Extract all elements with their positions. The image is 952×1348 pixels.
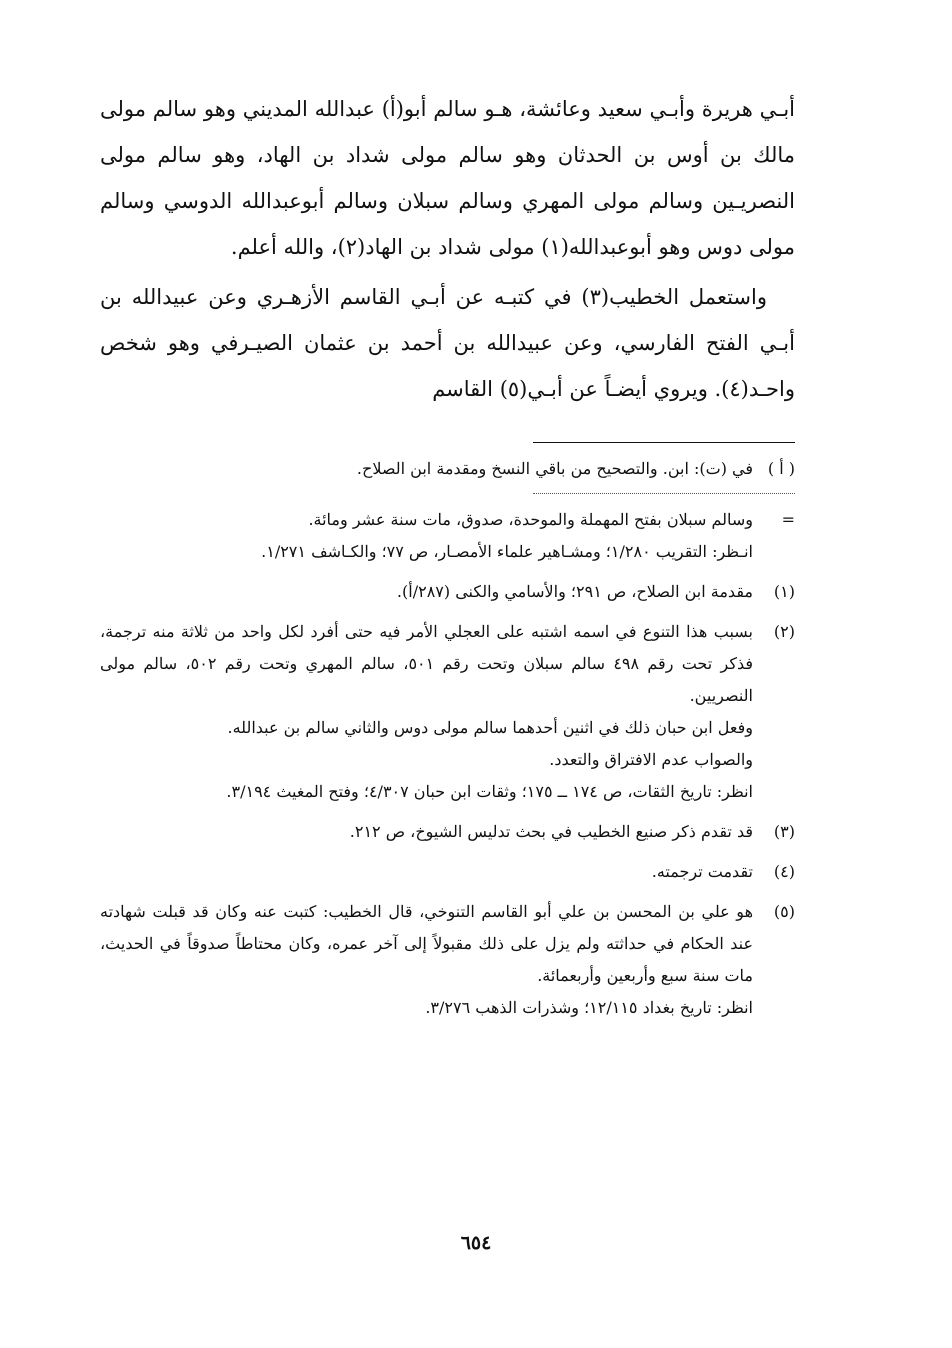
main-text [100,86,795,412]
footnote-separator [533,442,795,443]
footnote-line: تقدمت ترجمته. [651,862,753,881]
footnote-2 [100,616,795,808]
footnote-mark: (٢) [773,622,795,641]
footnote-mark: (١) [773,582,795,601]
footnote-text: في (ت): ابن. والتصحيح من باقي النسخ ومقدمة ابن الصلاح. [356,459,753,478]
page-number: ٦٥٤ [460,1232,492,1254]
footnote-line: انظر: تاريخ الثقات، ص ١٧٤ ــ ١٧٥؛ وثقات ابن حبان ٤/٣٠٧؛ وفتح المغيث ٣/١٩٤. [226,782,753,801]
footnote-mark: ( أ ) [767,459,795,478]
footnote-5 [100,896,795,1024]
footnote-line: انظر: تاريخ بغداد ١٢/١١٥؛ وشذرات الذهب ٣/٢٧٦. [425,998,753,1017]
footnote-4 [100,856,795,888]
footnote-line: هو علي بن المحسن بن علي أبو القاسم التنوخي، قال الخطيب: كتبت عنه وكان قد قبلت شهادته عند الحكام في حداثته ولم يزل على ذلك مقبولاً إلى آخر عمره، وكان محتاطاً صدوقاً في الحديث، مات سنة سبع وأربعين وأربعمائة. [100,902,753,985]
footnotes [100,453,795,1024]
footnote-line: والصواب عدم الافتراق والتعدد. [549,750,753,769]
footnote-line: مقدمة ابن الصلاح، ص ٢٩١؛ والأسامي والكنى (٢٨٧/أ). [396,582,753,601]
footnote-mark: (٣) [773,822,795,841]
continuation-mark: = [781,510,795,529]
footnote-variant-a [100,453,795,485]
footnote-line: وسالم سبلان بفتح المهملة والموحدة، صدوق، مات سنة عشر ومائة. [308,510,753,529]
main-paragraph-2: واستعمل الخطيب(٣) في كتبـه عن أبـي القاسم الأزهـري وعن عبيدالله بن أبـي الفتح الفارسي، وعن عبيدالله بن أحمد بن عثمان الصيـرفي وهو شخص واحـد(٤). ويروي أيضـاً عن أبـي(٥) القاسم [100,285,795,401]
footnote-mark: (٥) [773,902,795,921]
main-paragraph-1: أبـي هريرة وأبـي سعيد وعائشة، هـو سالم أبو(أ) عبدالله المديني وهو سالم مولى مالك بن أوس بن الحدثان وهو سالم مولى شداد بن الهاد، وهو سالم مولى النصريـين وسالم مولى المهري وسالم سبلان وسالم أبوعبدالله الدوسي وسالم مولى دوس وهو أبوعبدالله(١) مولى شداد بن الهاد(٢)، والله أعلم. [100,97,795,259]
dotted-separator [533,493,795,494]
page-body [100,86,795,1032]
footnote-mark: (٤) [773,862,795,881]
footnote-line: بسبب هذا التنوع في اسمه اشتبه على العجلي الأمر فيه حتى أفرد لكل واحد من ثلاثة منه ترجمة، فذكر تحت رقم ٤٩٨ سالم سبلان وتحت رقم ٥٠١، سالم المهري وتحت رقم ٥٠٢، سالم مولى النصريين. [100,622,754,705]
footnote-line: انـظر: التقريب ١/٢٨٠؛ ومشـاهير علماء الأمصـار، ص ٧٧؛ والكـاشف ١/٢٧١. [261,542,753,561]
footnote-line: قد تقدم ذكر صنيع الخطيب في بحث تدليس الشيوخ، ص ٢١٢. [349,822,753,841]
footnote-continuation [100,504,795,568]
footnote-1 [100,576,795,608]
footnote-line: وفعل ابن حبان ذلك في اثنين أحدهما سالم مولى دوس والثاني سالم بن عبدالله. [227,718,753,737]
footnote-3 [100,816,795,848]
